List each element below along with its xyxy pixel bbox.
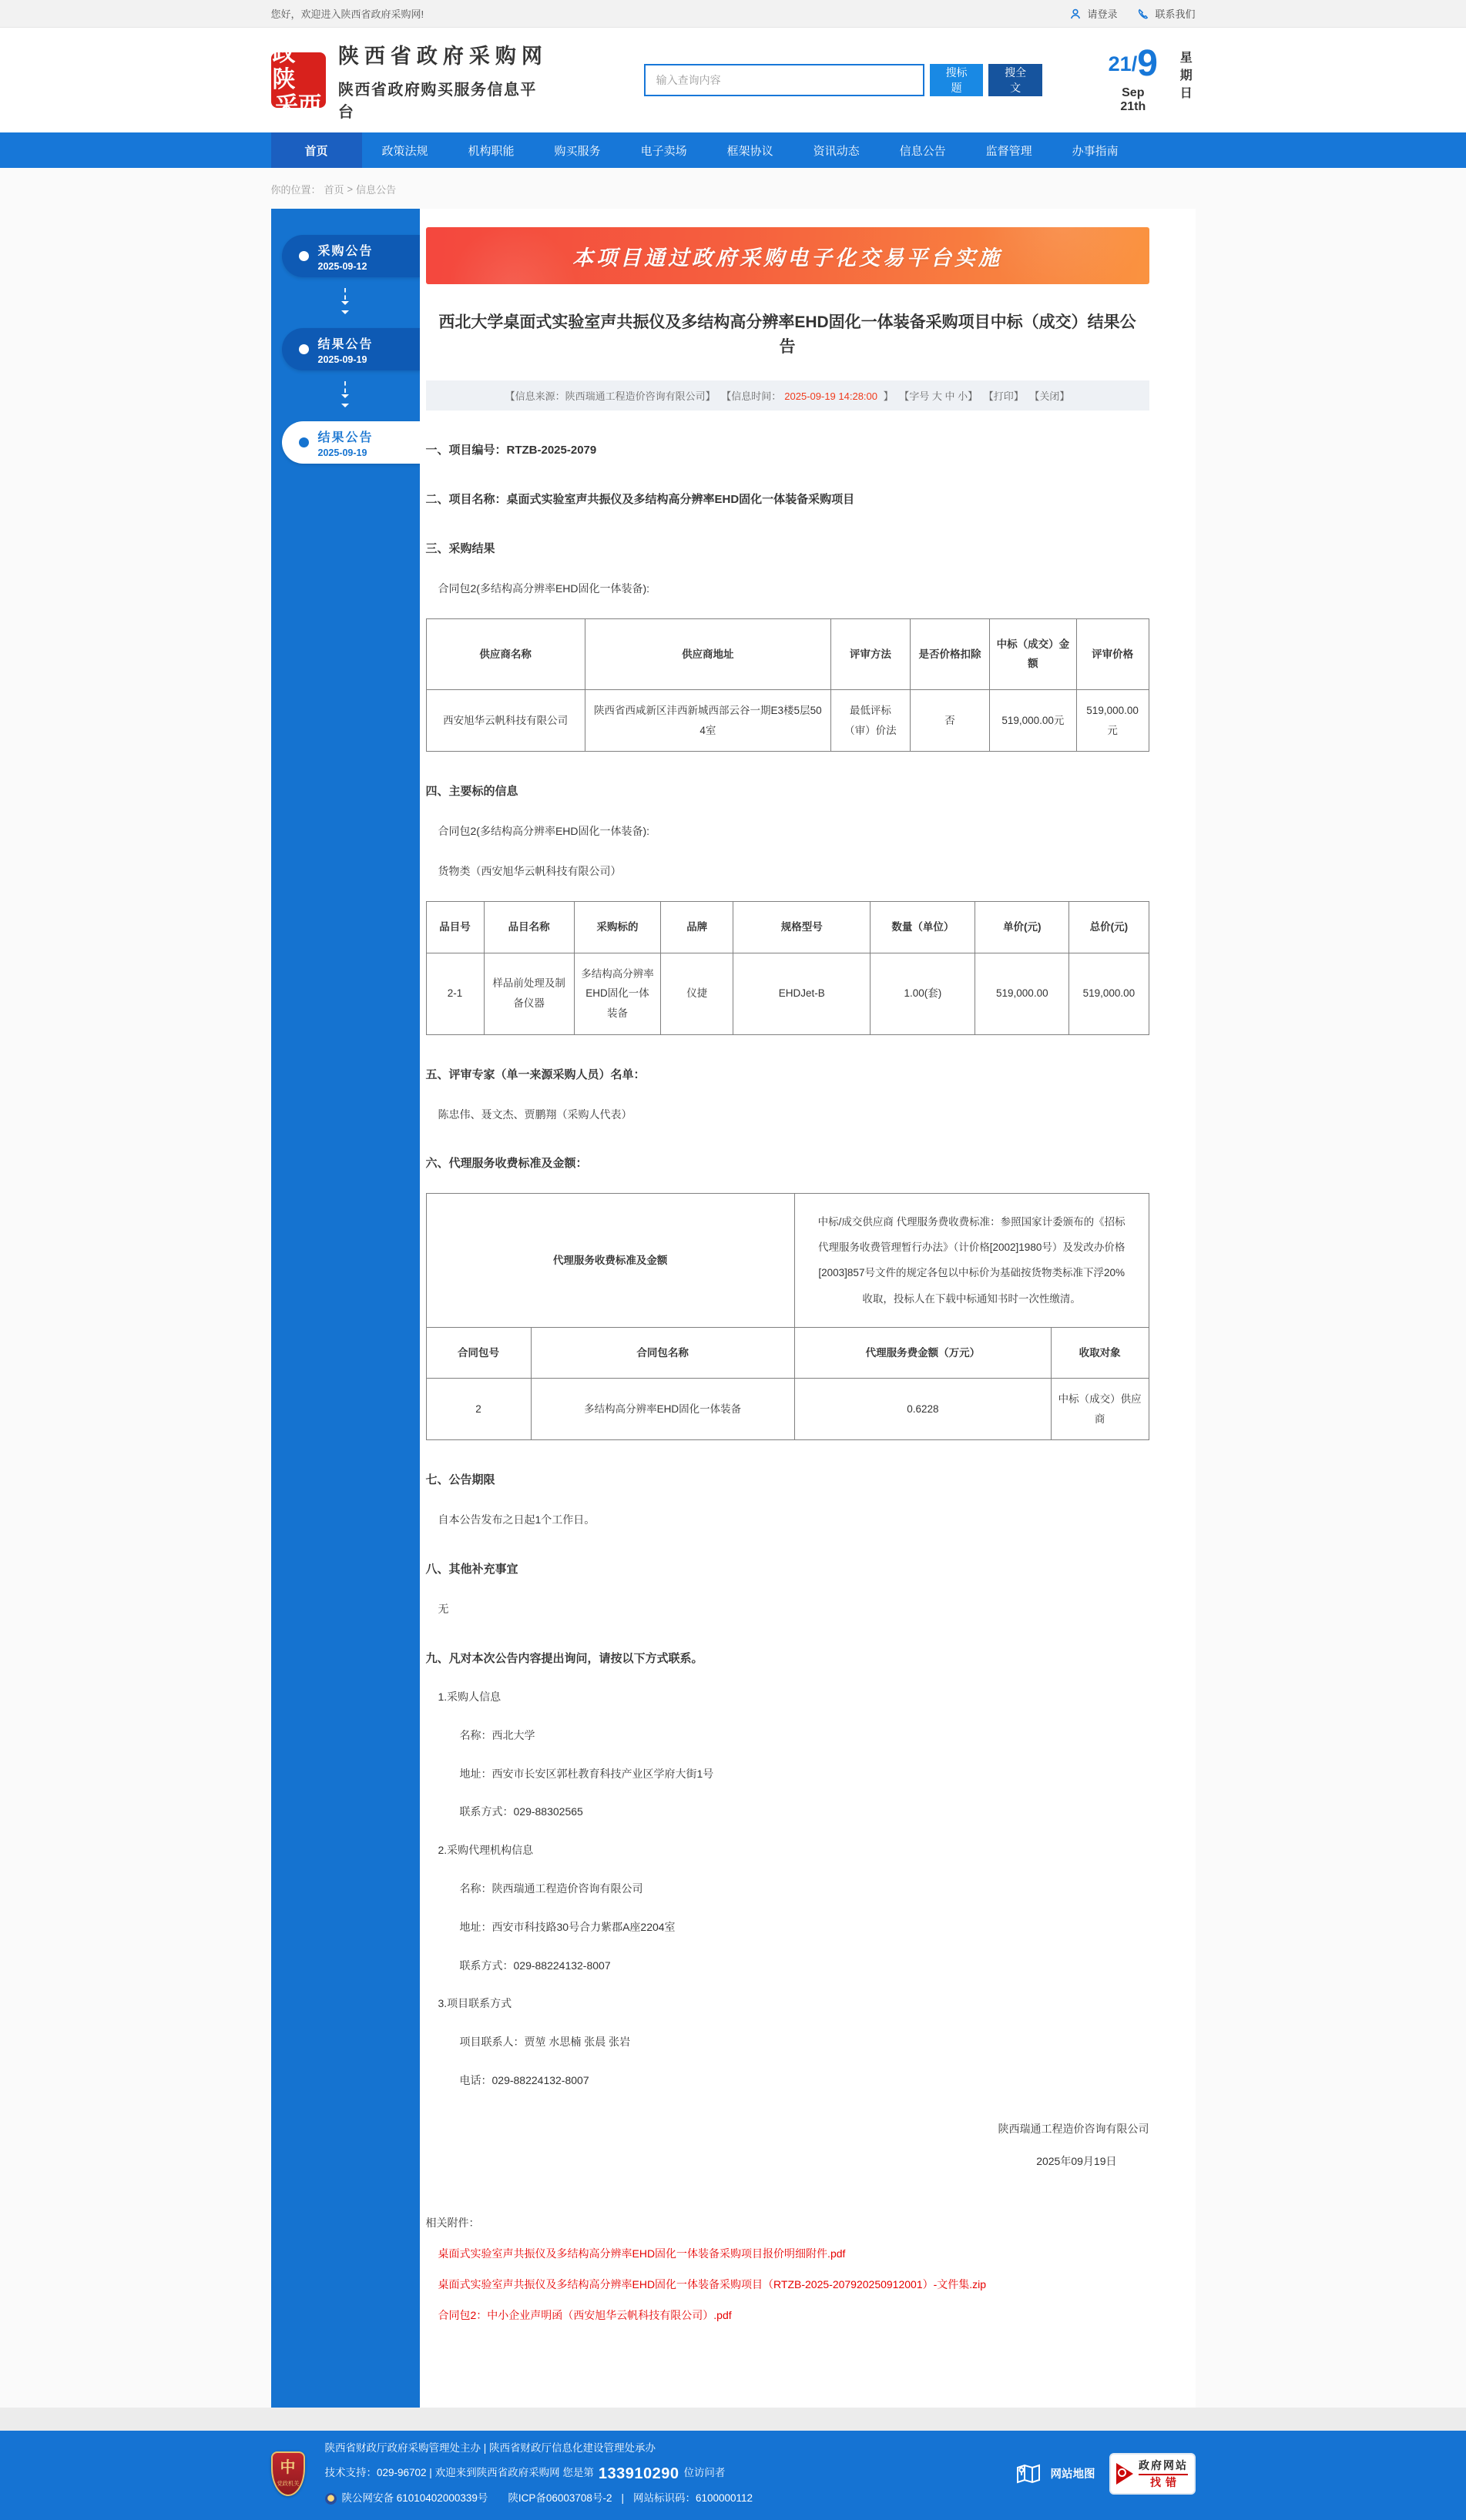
attachment-link[interactable]: 桌面式实验室声共振仪及多结构高分辨率EHD固化一体装备采购项目（RTZB-2025-207920250912001）-文件集.zip: [438, 2277, 987, 2290]
fee-table-cell: 0.6228: [794, 1379, 1051, 1440]
nav-item[interactable]: 框架协议: [726, 144, 773, 158]
search-input[interactable]: [644, 64, 924, 96]
fee-table-desc-cell: 中标/成交供应商 代理服务费收费标准：参照国家计委颁布的《招标代理服务收费管理暂行办法》（计价格[2002]1980号）及发改办价格[2003]857号文件的规定各包以中标价为基础按货物类标准下浮20%收取，投标人在下载中标通知书时一次性缴清。: [794, 1194, 1149, 1327]
meta-print-button[interactable]: 【打印】: [983, 390, 1024, 402]
items-table-header-cell: 品目名称: [484, 901, 574, 953]
emblem-glyph: 中: [280, 2458, 296, 2476]
section-3-heading: 三、采购结果: [425, 542, 495, 555]
main-nav: [0, 132, 1466, 168]
site-title: 陕西省政府采购网: [337, 44, 548, 68]
result-table: [426, 618, 1149, 752]
fee-table-header-cell: 合同包号: [426, 1327, 531, 1379]
announcement-type: 采购公告: [317, 244, 374, 258]
welcome-text: 您好，欢迎进入陕西省政府采购网!: [270, 8, 424, 20]
breadcrumb: [0, 168, 1466, 209]
site-identification-code: 网站标识码：6100000112: [632, 2492, 753, 2504]
nav-item[interactable]: 机构职能: [468, 144, 515, 158]
section-9-heading: 九、凡对本次公告内容提出询问，请按以下方式联系。: [425, 1652, 703, 1666]
announcement-date: 2025-09-19: [317, 354, 367, 365]
section-5-heading: 五、评审专家（单一来源采购人员）名单：: [425, 1067, 646, 1081]
contact-line: 项目联系人：贾堃 水思楠 张晨 张岩: [459, 2036, 631, 2049]
announcement-date: 2025-09-19: [317, 447, 367, 458]
date-month: 9: [1137, 43, 1158, 84]
fee-table-header-cell: 代理服务费金额（万元）: [794, 1327, 1051, 1379]
items-table-header-cell: 品目号: [426, 901, 484, 953]
contact-line: 名称：陕西瑞通工程造价咨询有限公司: [459, 1882, 643, 1895]
breadcrumb-current[interactable]: 信息公告: [356, 184, 397, 196]
arrow-down-icon: [271, 277, 420, 328]
announcement-type: 结果公告: [317, 337, 374, 351]
footer-gap: [0, 2408, 1466, 2431]
party-government-emblem-icon: [271, 2451, 305, 2496]
announcement-pill[interactable]: [282, 328, 421, 370]
result-table-cell: 陕西省西咸新区沣西新城西部云谷一期E3楼5层504室: [585, 690, 830, 752]
site-header: [0, 28, 1466, 132]
footer-support-line: [325, 2463, 753, 2485]
meta-source: 【信息来源：陕西瑞通工程造价咨询有限公司】: [505, 390, 716, 402]
date-english: Sep 21th: [1120, 86, 1146, 113]
signature-block: [426, 2121, 1149, 2169]
date-slash: /: [1131, 52, 1138, 75]
contact-line: 联系方式：029-88224132-8007: [459, 1959, 611, 1972]
section-7-heading: 七、公告期限: [425, 1473, 495, 1487]
site-subtitle: 陕西省政府购买服务信息平台: [337, 81, 537, 121]
search-title-button[interactable]: 搜标题: [930, 64, 984, 96]
items-table-cell: 2-1: [426, 953, 484, 1034]
breadcrumb-separator: >: [347, 183, 354, 195]
contact-line: 1.采购人信息: [438, 1691, 502, 1704]
result-table-header-cell: 供应商地址: [585, 618, 830, 689]
attachments-label: 相关附件：: [425, 2216, 480, 2229]
section-8-heading: 八、其他补充事宜: [425, 1563, 518, 1577]
login-link[interactable]: [1069, 6, 1117, 21]
footer-support-suffix: 位访问者: [683, 2467, 726, 2479]
announcement-type: 结果公告: [317, 431, 374, 444]
section-4-heading: 四、主要标的信息: [425, 785, 518, 799]
site-footer: [0, 2431, 1466, 2520]
meta-time: 2025-09-19 14:28:00: [784, 390, 877, 402]
footer-organizer-line: 陕西省财政厅政府采购管理处主办 | 陕西省财政厅信息化建设管理处承办: [324, 2441, 656, 2454]
items-table: [426, 901, 1149, 1035]
contact-link[interactable]: [1137, 6, 1195, 21]
items-table-cell: 519,000.00: [975, 953, 1069, 1034]
nav-item[interactable]: 办事指南: [1072, 144, 1119, 158]
footer-beian-line: [325, 2492, 753, 2506]
logo-chars-bottom: 采西: [275, 93, 322, 119]
contact-label: 联系我们: [1155, 8, 1196, 20]
visitor-counter: 133910290: [598, 2465, 679, 2482]
fee-table-header-cell: 收取对象: [1051, 1327, 1149, 1379]
fee-table-header-cell: 合同包名称: [531, 1327, 794, 1379]
result-table-cell: 最低评标（审）价法: [830, 690, 910, 752]
search-fulltext-button[interactable]: 搜全文: [988, 64, 1042, 96]
signature-date: 2025年09月19日: [1036, 2154, 1117, 2167]
site-logo[interactable]: [271, 39, 552, 122]
logo-stamp-icon: [271, 41, 326, 119]
items-table-cell: 样品前处理及制备仪器: [484, 953, 574, 1034]
nav-item[interactable]: 购买服务: [554, 144, 601, 158]
contact-line: 2.采购代理机构信息: [438, 1844, 534, 1857]
section-3-subline: 合同包2(多结构高分辨率EHD固化一体装备):: [438, 582, 650, 595]
icp-record-number[interactable]: 陕ICP备06003708号-2: [508, 2492, 612, 2504]
result-table-header-cell: 中标（成交）金额: [990, 618, 1077, 689]
items-table-header-cell: 总价(元): [1069, 901, 1149, 953]
contact-line: 联系方式：029-88302565: [459, 1805, 583, 1818]
fee-table-cell: 多结构高分辨率EHD固化一体装备: [531, 1379, 794, 1440]
footer-support-prefix: 技术支持：029-96702 | 欢迎来到陕西省政府采购网 您是第: [324, 2467, 594, 2479]
items-table-header-cell: 规格型号: [733, 901, 871, 953]
result-table-cell: 519,000.00元: [990, 690, 1077, 752]
section-4-subline-2: 货物类（西安旭华云帆科技有限公司）: [438, 865, 622, 878]
find-error-badge[interactable]: [1109, 2453, 1196, 2495]
meta-close-button[interactable]: 【关闭】: [1029, 390, 1070, 402]
breadcrumb-prefix: 你的位置：: [270, 184, 321, 196]
nav-item[interactable]: 监督管理: [985, 144, 1032, 158]
date-widget: [1108, 43, 1196, 114]
dot-icon: [299, 344, 309, 354]
contact-line: 地址：西安市长安区郭杜教育科技产业区学府大街1号: [459, 1767, 714, 1780]
breadcrumb-home[interactable]: 首页: [324, 184, 344, 196]
result-table-header-cell: 是否价格扣除: [910, 618, 989, 689]
nav-item[interactable]: 政策法规: [381, 144, 428, 158]
items-table-header-cell: 品牌: [661, 901, 733, 953]
section-6-heading: 六、代理服务收费标准及金额：: [425, 1157, 588, 1171]
search-area: [644, 64, 1042, 96]
signature-company: 陕西瑞通工程造价咨询有限公司: [998, 2122, 1149, 2135]
result-table-header-cell: 评审方法: [830, 618, 910, 689]
meta-fontsize-control[interactable]: 【字号 大 中 小】: [899, 390, 978, 402]
arrow-down-icon: [271, 370, 420, 421]
fee-table-label-cell: 代理服务收费标准及金额: [426, 1194, 794, 1327]
sitemap-link[interactable]: [1015, 2462, 1095, 2485]
attachments-list: [426, 2246, 1149, 2323]
sidebar-announcement-item: [271, 370, 420, 464]
contact-line: 地址：西安市科技路30号合力紫郡A座2204室: [459, 1920, 676, 1933]
sitemap-label: 网站地图: [1050, 2468, 1095, 2481]
timeline-sidebar: [271, 209, 420, 2408]
nav-item[interactable]: 资讯动态: [813, 144, 860, 158]
dot-icon: [299, 437, 309, 447]
result-table-cell: 519,000.00元: [1076, 690, 1149, 752]
date-day: 21: [1108, 52, 1132, 75]
announcement-pill[interactable]: [282, 235, 421, 277]
attachment-link[interactable]: 桌面式实验室声共振仪及多结构高分辨率EHD固化一体装备采购项目报价明细附件.pdf: [438, 2247, 846, 2260]
items-table-header-cell: 单价(元): [975, 901, 1069, 953]
emblem-label: 党政机关: [277, 2480, 299, 2487]
items-table-header-cell: 采购标的: [574, 901, 661, 953]
section-5-body: 陈忠伟、聂文杰、贾鹏翔（采购人代表）: [438, 1108, 632, 1121]
map-icon: [1015, 2462, 1042, 2485]
footer-separator: |: [621, 2492, 624, 2504]
section-8-body: 无: [438, 1603, 449, 1616]
announcement-date: 2025-09-12: [317, 260, 367, 272]
contact-line: 名称：西北大学: [459, 1728, 535, 1741]
dot-icon: [299, 251, 309, 261]
user-icon: [1069, 8, 1082, 20]
meta-time-open: 【信息时间：: [721, 390, 782, 402]
section-4-subline-1: 合同包2(多结构高分辨率EHD固化一体装备):: [438, 825, 650, 838]
result-table-cell: 否: [910, 690, 989, 752]
meta-time-close: 】: [881, 390, 894, 402]
fee-table-cell: 中标（成交）供应商: [1051, 1379, 1149, 1440]
result-table-cell: 西安旭华云帆科技有限公司: [426, 690, 585, 752]
items-table-header-cell: 数量（单位）: [871, 901, 975, 953]
attachment-link[interactable]: 合同包2：中小企业声明函（西安旭华云帆科技有限公司）.pdf: [438, 2308, 732, 2321]
sidebar-announcement-item: [271, 235, 420, 277]
fee-table: [426, 1193, 1149, 1440]
article-meta-bar: [426, 380, 1149, 411]
section-2-heading: 二、项目名称：桌面式实验室声共振仪及多结构高分辨率EHD固化一体装备采购项目: [425, 493, 855, 506]
items-table-cell: EHDJet-B: [733, 953, 871, 1034]
announcement-pill[interactable]: [282, 421, 421, 464]
nav-item[interactable]: 首页: [271, 132, 362, 168]
find-error-bottom-label: 找错: [1150, 2477, 1181, 2489]
phone-icon: [1137, 8, 1149, 20]
contact-list: [426, 1688, 1149, 2090]
section-1-heading: 一、项目编号：RTZB-2025-2079: [425, 444, 597, 457]
police-badge-icon: [325, 2493, 337, 2505]
items-table-cell: 多结构高分辨率EHD固化一体装备: [574, 953, 661, 1034]
article-main: [420, 209, 1196, 2408]
section-7-body: 自本公告发布之日起1个工作日。: [438, 1513, 595, 1526]
contact-line: 电话：029-88224132-8007: [459, 2074, 589, 2087]
logo-chars-top: 政陕: [272, 41, 296, 92]
top-strip: [0, 0, 1466, 28]
items-table-cell: 仪捷: [661, 953, 733, 1034]
nav-item[interactable]: 信息公告: [899, 144, 946, 158]
items-table-cell: 519,000.00: [1069, 953, 1149, 1034]
result-table-header-cell: 评审价格: [1076, 618, 1149, 689]
article-title: 西北大学桌面式实验室声共振仪及多结构高分辨率EHD固化一体装备采购项目中标（成交）结果公告: [438, 313, 1136, 356]
magnifier-flag-icon: [1116, 2463, 1133, 2485]
result-table-header-cell: 供应商名称: [426, 618, 585, 689]
police-record-number[interactable]: 陕公网安备 61010402000339号: [341, 2492, 488, 2504]
contact-line: 3.项目联系方式: [438, 1997, 512, 2010]
find-error-top-label: 政府网站: [1139, 2461, 1188, 2475]
fee-table-cell: 2: [426, 1379, 531, 1440]
platform-banner: 本项目通过政府采购电子化交易平台实施: [426, 227, 1149, 284]
items-table-cell: 1.00(套): [871, 953, 975, 1034]
date-weekday: 星期日: [1179, 52, 1193, 101]
sidebar-announcement-item: [271, 277, 420, 370]
nav-item[interactable]: 电子卖场: [640, 144, 687, 158]
login-label: 请登录: [1087, 8, 1118, 20]
